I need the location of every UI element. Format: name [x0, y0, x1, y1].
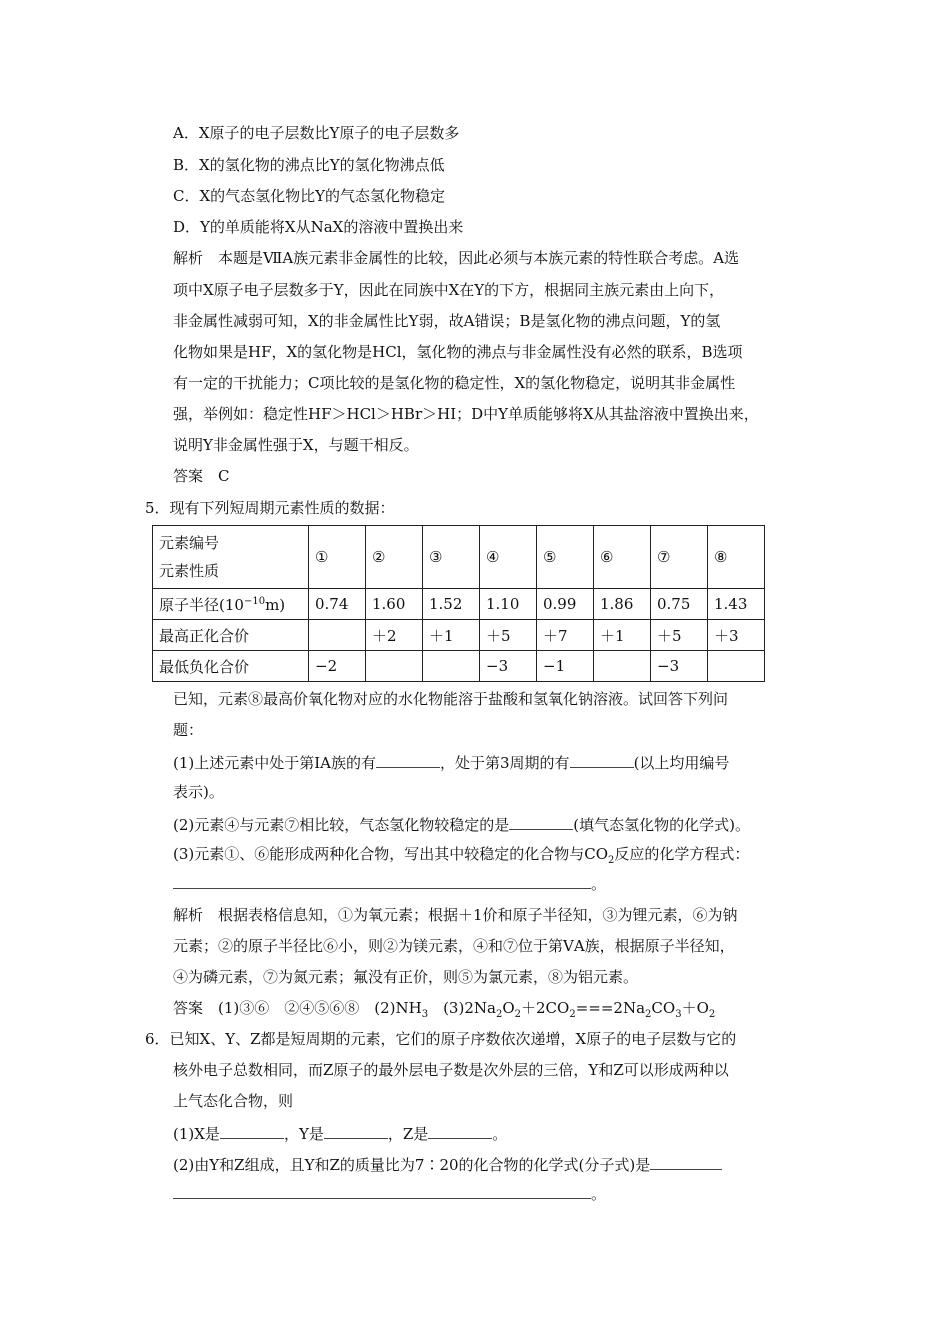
table-row [153, 526, 765, 589]
max-valence-cell: ＋1 [594, 620, 651, 651]
max-valence-cell: ＋1 [423, 620, 480, 651]
radius-label-cell [153, 589, 309, 620]
answer-text: ===2Na [575, 999, 646, 1017]
q5-analysis-line: ④为磷元素，⑦为氮元素；氟没有正价，则⑤为氯元素，⑧为铝元素。 [173, 968, 639, 986]
q6-part-1-text: ，Y是 [283, 1125, 324, 1143]
element-id-cell: ① [309, 526, 366, 589]
q4-analysis-line: 说明Y非金属性强于X，与题干相反。 [173, 436, 419, 454]
element-id-cell: ④ [480, 526, 537, 589]
element-id-cell: ⑤ [537, 526, 594, 589]
part-3-text-b: 反应的化学方程式： [614, 845, 750, 863]
q5-part-1-cont: 表示)。 [173, 783, 224, 801]
element-properties-table [152, 525, 765, 682]
q6-stem-line: 6．已知X、Y、Z都是短周期的元素，它们的原子序数依次递增，X原子的电子层数与它的 [145, 1030, 737, 1048]
min-valence-cell [594, 651, 651, 682]
q5-answer [173, 998, 715, 1025]
q5-given-line: 题： [173, 721, 204, 739]
q6-stem-line: 上气态化合物，则 [173, 1092, 294, 1110]
radius-cell: 0.99 [537, 589, 594, 620]
answer-text: 答案 (1)③⑥ ②④⑤⑥⑧ (2)NH [173, 999, 422, 1017]
q6-part-1-text: (1)X是 [173, 1125, 220, 1143]
q4-analysis-line: 解析 本题是ⅦA族元素非金属性的比较，因此必须与本族元素的特性联合考虑。A选 [173, 249, 740, 267]
part-1-text-b: ，处于第3周期的有 [440, 754, 570, 772]
q4-analysis-line: 非金属性减弱可知，X的非金属性比Y弱，故A错误；B是氢化物的沸点问题，Y的氢 [173, 312, 721, 330]
answer-blank[interactable] [376, 751, 440, 768]
element-id-cell: ② [366, 526, 423, 589]
q4-analysis-line: 项中X原子电子层数多于Y，因此在同族中X在Y的下方，根据同主族元素由上向下， [173, 281, 725, 299]
q5-part-3 [173, 844, 749, 871]
answer-text: CO [651, 999, 676, 1017]
max-valence-cell: ＋5 [651, 620, 708, 651]
element-id-cell: ⑦ [651, 526, 708, 589]
part-1-text-a: (1)上述元素中处于第ⅠA族的有 [173, 754, 377, 772]
table-row [153, 589, 765, 620]
answer-subscript: 2 [569, 1009, 576, 1020]
radius-label: 原子半径(10 [159, 595, 244, 614]
part-3-text-a: (3)元素①、⑥能形成两种化合物，写出其中较稳定的化合物与CO [173, 845, 609, 863]
radius-cell: 1.10 [480, 589, 537, 620]
answer-text: ＋2CO [521, 999, 570, 1017]
max-valence-cell: ＋3 [708, 620, 765, 651]
answer-subscript: 2 [495, 1009, 503, 1020]
answer-subscript: 2 [645, 1009, 652, 1020]
q5-part-2 [173, 813, 750, 835]
answer-blank[interactable] [220, 1122, 284, 1139]
answer-blank[interactable] [324, 1122, 388, 1139]
q4-analysis-line: 有一定的干扰能力；C项比较的是氢化物的稳定性，X的氢化物稳定，说明其非金属性 [173, 374, 736, 392]
radius-cell: 0.74 [309, 589, 366, 620]
min-valence-label: 最低负化合价 [153, 651, 309, 682]
q5-analysis-line: 元素；②的原子半径比⑥小，则②为镁元素，④和⑦位于第ⅤA族，根据原子半径知， [173, 937, 735, 955]
answer-text: O [502, 999, 515, 1017]
table-row [153, 651, 765, 682]
answer-blank[interactable] [570, 751, 634, 768]
radius-cell: 1.60 [366, 589, 423, 620]
radius-exponent: −10 [243, 595, 266, 607]
element-id-cell: ③ [423, 526, 480, 589]
element-id-cell: ⑥ [594, 526, 651, 589]
part-2-text-b: (填气态氢化物的化学式)。 [573, 816, 750, 834]
q6-part-2-text: (2)由Y和Z组成，且Y和Z的质量比为7∶20的化合物的化学式(分子式)是 [173, 1156, 651, 1174]
answer-text: (3)2Na [428, 999, 496, 1017]
header-bottom-label: 元素性质 [159, 562, 220, 580]
q5-stem: 5．现有下列短周期元素性质的数据： [145, 499, 395, 517]
q6-part-1 [173, 1122, 507, 1144]
q6-part-2-blank-line [173, 1182, 606, 1204]
element-id-cell: ⑧ [708, 526, 765, 589]
answer-blank[interactable] [173, 872, 591, 889]
q5-part-1 [173, 751, 729, 773]
answer-blank[interactable] [173, 1182, 591, 1199]
answer-subscript: 2 [514, 1009, 521, 1020]
q4-option-b: B．X的氢化物的沸点比Y的氢化物沸点低 [173, 156, 445, 174]
q4-answer: 答案 C [173, 467, 230, 485]
answer-subscript: 3 [675, 1009, 682, 1020]
q4-analysis-line: 强，举例如：稳定性HF＞HCl＞HBr＞HI；D中Y单质能够将X从其盐溶液中置换出来， [173, 405, 759, 423]
answer-blank[interactable] [650, 1153, 722, 1170]
answer-text: ＋O [681, 999, 709, 1017]
min-valence-cell [366, 651, 423, 682]
q6-stem-line: 核外电子总数相同，而Z原子的最外层电子数是次外层的三倍，Y和Z可以形成两种以 [173, 1061, 729, 1079]
radius-cell: 1.43 [708, 589, 765, 620]
q6-part-2-end: 。 [591, 1185, 607, 1203]
max-valence-cell: ＋5 [480, 620, 537, 651]
table-header-cell [153, 526, 309, 589]
min-valence-cell: −3 [480, 651, 537, 682]
min-valence-cell: −3 [651, 651, 708, 682]
answer-subscript: 3 [421, 1009, 429, 1020]
q6-part-1-text: ，Z是 [387, 1125, 429, 1143]
part-1-text-c: (以上均用编号 [633, 754, 730, 772]
min-valence-cell: −2 [309, 651, 366, 682]
q4-option-a: A．X原子的电子层数比Y原子的电子层数多 [173, 124, 460, 142]
q4-analysis-line: 化物如果是HF，X的氢化物是HCl，氢化物的沸点与非金属性没有必然的联系，B选项 [173, 343, 743, 361]
radius-cell: 1.86 [594, 589, 651, 620]
q6-part-1-text: 。 [492, 1125, 508, 1143]
q4-option-c: C．X的气态氢化物比Y的气态氢化物稳定 [173, 187, 446, 205]
min-valence-cell: −1 [537, 651, 594, 682]
radius-unit: m) [265, 595, 286, 614]
part-2-text-a: (2)元素④与元素⑦相比较，气态氢化物较稳定的是 [173, 816, 510, 834]
max-valence-cell [309, 620, 366, 651]
answer-blank[interactable] [509, 813, 573, 830]
answer-subscript: 2 [708, 1009, 716, 1020]
min-valence-cell [423, 651, 480, 682]
part-3-subscript: 2 [608, 855, 615, 866]
q4-option-d: D．Y的单质能将X从NaX的溶液中置换出来 [173, 218, 464, 236]
max-valence-cell: ＋2 [366, 620, 423, 651]
max-valence-cell: ＋7 [537, 620, 594, 651]
q5-analysis-line: 解析 根据表格信息知，①为氧元素；根据＋1价和原子半径知，③为锂元素，⑥为钠 [173, 906, 738, 924]
min-valence-cell [708, 651, 765, 682]
answer-blank[interactable] [428, 1122, 492, 1139]
table-row [153, 620, 765, 651]
header-top-label: 元素编号 [159, 534, 220, 552]
radius-cell: 0.75 [651, 589, 708, 620]
q5-given-line: 已知，元素⑧最高价氧化物对应的水化物能溶于盐酸和氢氧化钠溶液。试回答下列问 [173, 690, 729, 708]
part-3-end: 。 [591, 875, 607, 893]
q6-part-2 [173, 1153, 722, 1175]
q5-part-3-blank-line [173, 872, 606, 894]
radius-cell: 1.52 [423, 589, 480, 620]
max-valence-label: 最高正化合价 [153, 620, 309, 651]
